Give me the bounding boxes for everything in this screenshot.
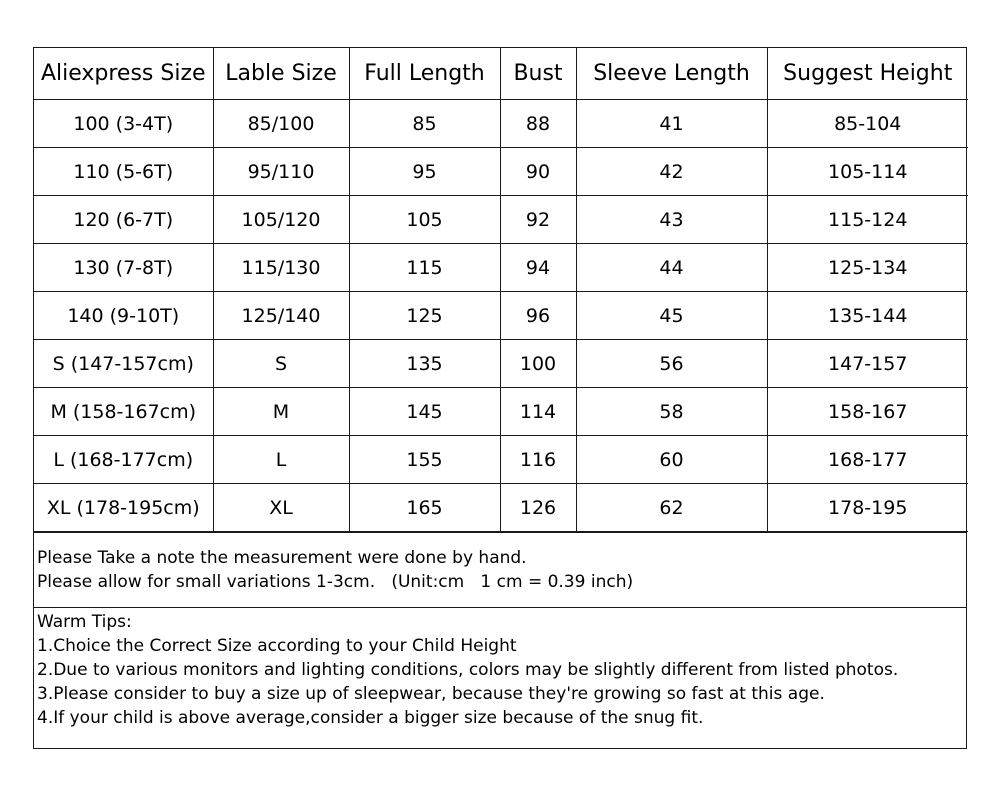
cell-aliexpress-size: XL (178-195cm) (34, 484, 213, 532)
table-row (34, 436, 968, 484)
cell-bust: 92 (500, 196, 576, 244)
cell-full-length: 125 (349, 292, 500, 340)
cell-sleeve-length: 58 (576, 388, 767, 436)
cell-label-size: M (213, 388, 349, 436)
cell-aliexpress-size: 100 (3-4T) (34, 100, 213, 148)
cell-sleeve-length: 42 (576, 148, 767, 196)
warm-tips (34, 607, 966, 748)
cell-full-length: 85 (349, 100, 500, 148)
cell-sleeve-length: 44 (576, 244, 767, 292)
cell-sleeve-length: 56 (576, 340, 767, 388)
cell-bust: 88 (500, 100, 576, 148)
cell-label-size: XL (213, 484, 349, 532)
cell-full-length: 95 (349, 148, 500, 196)
cell-suggest-height: 135-144 (767, 292, 968, 340)
header-bust: Bust (500, 48, 576, 100)
header-aliexpress-size: Aliexpress Size (34, 48, 213, 100)
cell-suggest-height: 147-157 (767, 340, 968, 388)
cell-aliexpress-size: 120 (6-7T) (34, 196, 213, 244)
cell-bust: 94 (500, 244, 576, 292)
tip-item: 4.If your child is above average,consider a bigger size because of the snug fit. (37, 708, 704, 728)
cell-full-length: 115 (349, 244, 500, 292)
table-row (34, 340, 968, 388)
cell-label-size: 125/140 (213, 292, 349, 340)
cell-suggest-height: 168-177 (767, 436, 968, 484)
cell-bust: 100 (500, 340, 576, 388)
table-row (34, 196, 968, 244)
table-row (34, 292, 968, 340)
tips-title: Warm Tips: (37, 612, 132, 632)
cell-bust: 96 (500, 292, 576, 340)
header-row (34, 48, 968, 100)
cell-full-length: 165 (349, 484, 500, 532)
table-row (34, 100, 968, 148)
measurement-note (34, 532, 966, 607)
cell-aliexpress-size: 140 (9-10T) (34, 292, 213, 340)
cell-suggest-height: 125-134 (767, 244, 968, 292)
cell-aliexpress-size: S (147-157cm) (34, 340, 213, 388)
cell-suggest-height: 115-124 (767, 196, 968, 244)
tip-item: 2.Due to various monitors and lighting conditions, colors may be slightly different from listed photos. (37, 660, 899, 680)
table-row (34, 484, 968, 532)
note-line: Please Take a note the measurement were done by hand. (37, 548, 527, 568)
cell-sleeve-length: 43 (576, 196, 767, 244)
cell-sleeve-length: 41 (576, 100, 767, 148)
size-chart (33, 47, 967, 749)
cell-bust: 90 (500, 148, 576, 196)
cell-sleeve-length: 60 (576, 436, 767, 484)
cell-aliexpress-size: L (168-177cm) (34, 436, 213, 484)
cell-full-length: 135 (349, 340, 500, 388)
header-full-length: Full Length (349, 48, 500, 100)
cell-suggest-height: 105-114 (767, 148, 968, 196)
cell-bust: 114 (500, 388, 576, 436)
cell-label-size: 115/130 (213, 244, 349, 292)
cell-suggest-height: 85-104 (767, 100, 968, 148)
cell-aliexpress-size: M (158-167cm) (34, 388, 213, 436)
table-row (34, 388, 968, 436)
cell-label-size: 85/100 (213, 100, 349, 148)
cell-suggest-height: 158-167 (767, 388, 968, 436)
cell-aliexpress-size: 110 (5-6T) (34, 148, 213, 196)
header-suggest-height: Suggest Height (767, 48, 968, 100)
cell-full-length: 145 (349, 388, 500, 436)
tip-item: 3.Please consider to buy a size up of sleepwear, because they're growing so fast at this age. (37, 684, 825, 704)
cell-sleeve-length: 62 (576, 484, 767, 532)
cell-label-size: S (213, 340, 349, 388)
cell-aliexpress-size: 130 (7-8T) (34, 244, 213, 292)
table-row (34, 244, 968, 292)
cell-label-size: L (213, 436, 349, 484)
size-table (34, 48, 968, 532)
cell-full-length: 105 (349, 196, 500, 244)
cell-label-size: 105/120 (213, 196, 349, 244)
tip-item: 1.Choice the Correct Size according to your Child Height (37, 636, 517, 656)
cell-bust: 126 (500, 484, 576, 532)
header-label-size: Lable Size (213, 48, 349, 100)
note-line: Please allow for small variations 1-3cm. (Unit:cm 1 cm = 0.39 inch) (37, 572, 634, 592)
cell-full-length: 155 (349, 436, 500, 484)
cell-label-size: 95/110 (213, 148, 349, 196)
header-sleeve-length: Sleeve Length (576, 48, 767, 100)
cell-suggest-height: 178-195 (767, 484, 968, 532)
cell-sleeve-length: 45 (576, 292, 767, 340)
cell-bust: 116 (500, 436, 576, 484)
table-row (34, 148, 968, 196)
